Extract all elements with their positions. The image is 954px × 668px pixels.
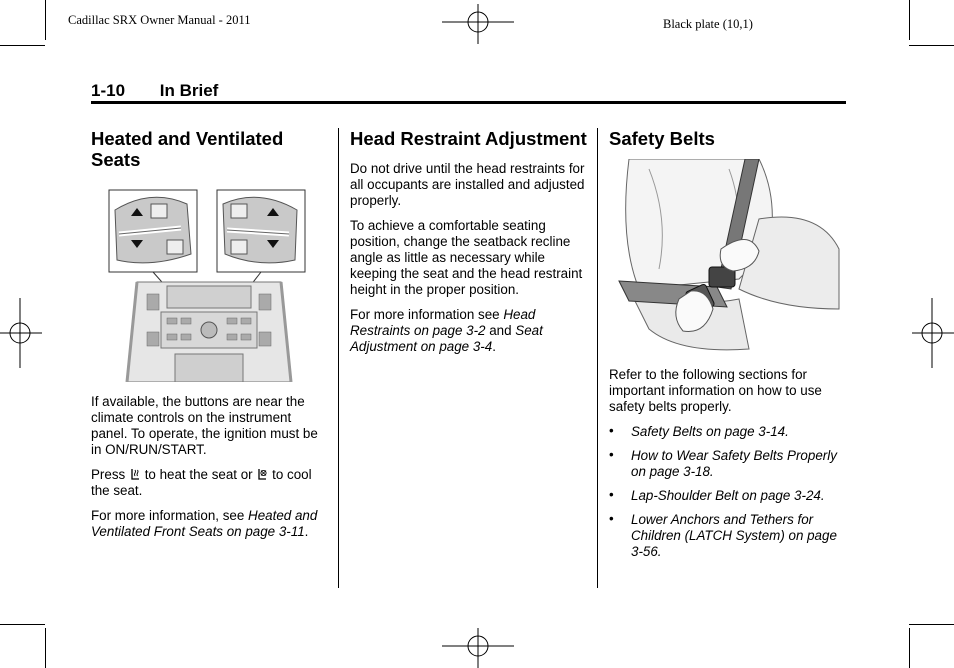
header-rule	[91, 101, 846, 104]
heated-seats-reference: For more information, see Heated and Ventilated Front Seats on page 3-11.	[91, 508, 318, 539]
column-divider	[597, 128, 598, 588]
manual-title: Cadillac SRX Owner Manual - 2011	[68, 13, 251, 27]
safety-belts-intro: Refer to the following sections for important information on how to use safety belts properly.	[609, 367, 822, 414]
bullet: •	[609, 487, 614, 502]
section-title: In Brief	[159, 81, 219, 100]
heading-head-restraint: Head Restraint Adjustment	[350, 128, 587, 149]
safety-belt-references	[609, 424, 847, 560]
link-lap-shoulder-belt[interactable]: Lap-Shoulder Belt on page 3-24.	[631, 488, 825, 503]
heading-heated-seats: Heated and Ventilated Seats	[91, 128, 284, 170]
column-head-restraint	[350, 128, 588, 364]
safety-belt-figure	[609, 159, 847, 353]
head-restraint-reference: For more information see Head Restraints on page 3-2 and Seat Adjustment on page 3-4.	[350, 307, 543, 354]
column-heated-seats	[91, 128, 327, 549]
link-how-to-wear-belts[interactable]: How to Wear Safety Belts Properly on page 3-18.	[631, 448, 837, 479]
registration-mark-right	[912, 298, 954, 368]
head-restraint-instructions: To achieve a comfortable seating position, change the seatback recline angle as little as necessary while keeping the seat and the head restraint height in the proper position.	[350, 218, 583, 297]
column-safety-belts	[609, 128, 847, 568]
link-latch-system[interactable]: Lower Anchors and Tethers for Children (LATCH System) on page 3-56.	[631, 512, 837, 559]
heated-seats-intro: If available, the buttons are near the climate controls on the instrument panel. To operate, the ignition must be in ON/RUN/START.	[91, 394, 318, 457]
ventilated-seat-icon	[256, 468, 268, 481]
bullet: •	[609, 447, 614, 462]
registration-mark-bottom	[442, 628, 514, 668]
list-item	[609, 424, 847, 440]
link-safety-belts[interactable]: Safety Belts on page 3-14.	[631, 424, 789, 439]
page-number: 1-10	[91, 81, 126, 100]
link-head-restraints[interactable]: Head Restraints on page 3-2	[350, 307, 536, 338]
heated-seats-press: Press to heat the seat or to cool the seat.	[91, 467, 312, 498]
link-seat-adjustment[interactable]: Seat Adjustment on page 3-4	[350, 323, 543, 354]
registration-mark-left	[0, 298, 42, 368]
list-item	[609, 512, 847, 560]
registration-mark-top	[442, 4, 514, 44]
list-item	[609, 488, 847, 504]
column-divider	[338, 128, 339, 588]
heated-seat-icon	[129, 468, 141, 481]
heading-safety-belts: Safety Belts	[609, 128, 715, 149]
link-heated-ventilated-seats[interactable]: Heated and Ventilated Front Seats on page 3-11	[91, 508, 318, 539]
section-header	[91, 81, 218, 101]
heated-seat-controls-figure	[91, 182, 327, 382]
bullet: •	[609, 511, 614, 526]
head-restraint-warning: Do not drive until the head restraints for all occupants are installed and adjusted properly.	[350, 161, 585, 208]
plate-label: Black plate (10,1)	[663, 17, 753, 31]
bullet: •	[609, 423, 614, 438]
list-item	[609, 448, 847, 480]
